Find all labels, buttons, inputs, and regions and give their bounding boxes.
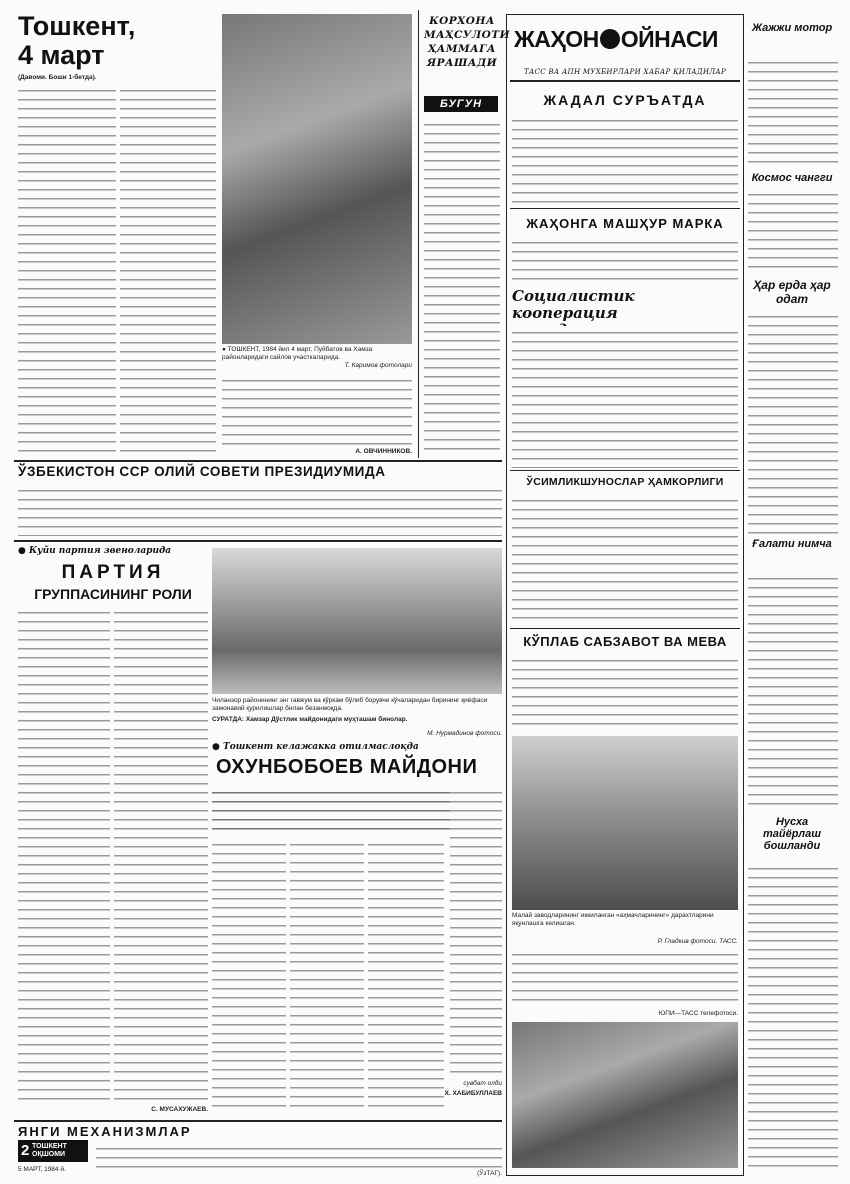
footer-page: 2 [21, 1142, 30, 1159]
mechanisms-text [96, 1142, 502, 1170]
front-column-3 [222, 374, 412, 446]
front-title [18, 12, 218, 70]
world-photo-2 [512, 1022, 738, 1168]
sidebar-t1 [748, 56, 838, 168]
mechanisms-title: ЯНГИ МЕХАНИЗМЛАР [18, 1124, 192, 1139]
sidebar-h3: Ҳар ерда ҳар одат [753, 278, 831, 306]
city-photo [212, 548, 502, 694]
world-s4-title: ЎСИМЛИКШУНОСЛАР ҲАМКОРЛИГИ [526, 476, 724, 488]
square-lead [212, 786, 450, 832]
world-s2-text [512, 236, 738, 284]
sidebar-h4: Ғалати нимча [752, 538, 832, 550]
world-rule-3 [510, 470, 740, 471]
sidebar-h5: Нусха тайёрлаш бошланди [762, 816, 822, 852]
front-photo-credit: Т. Каримов фотолари [344, 362, 412, 369]
world-s5-title: КЎПЛАБ САБЗАВОТ ВА МЕВА [523, 634, 727, 649]
party-kicker-text: Куйи партия звеноларида [29, 546, 172, 556]
presidium-text [18, 484, 502, 536]
footer-date: 5 МАРТ, 1984 й. [18, 1166, 66, 1173]
world-masthead-right: ОЙНАСИ [620, 26, 718, 52]
world-photo-1-text [512, 948, 738, 1008]
square-column-2 [290, 838, 364, 1110]
world-s5-text [512, 654, 738, 732]
sidebar-t4 [748, 572, 838, 810]
world-masthead-left: ЖАҲОН [514, 26, 599, 52]
korxona-divider [418, 10, 419, 458]
presidium-rule-top [14, 460, 502, 462]
party-kicker: ● Куйи партия звеноларида [18, 546, 172, 556]
world-s1-text [512, 114, 738, 204]
square-kicker: ● Тошкент келажакка отилмаслоқда [212, 742, 419, 752]
sidebar-t5 [748, 862, 838, 1172]
world-rule-4 [510, 628, 740, 629]
globe-icon [600, 29, 620, 49]
world-rule-1 [510, 80, 740, 82]
front-photo-election [222, 14, 412, 344]
party-column-1 [18, 606, 110, 1106]
footer-masthead-box [18, 1140, 88, 1162]
world-photo-2-credit: ЮПИ—ТАСС телефотоси. [658, 1010, 738, 1017]
footer-masthead: ТОШКЕНТ ОҚШОМИ [32, 1143, 67, 1158]
party-column-2 [114, 606, 208, 1106]
front-title-line1: Тошкент, [18, 11, 136, 41]
square-title: ОХУНБОБОЕВ МАЙДОНИ [216, 756, 478, 778]
world-s4-text [512, 494, 738, 624]
sidebar-t2 [748, 188, 838, 274]
party-title-line2: ГРУППАСИНИНГ РОЛИ [34, 586, 192, 602]
sidebar-t3 [748, 310, 838, 534]
front-column-2 [120, 84, 216, 456]
world-s3-line1: Социалистик [512, 287, 635, 305]
square-author-role: сувбат олди [463, 1080, 502, 1087]
world-rule-2 [510, 208, 740, 209]
world-s3-line2: кооперация [512, 304, 618, 322]
world-photo-1-caption: Малай заводларининг иккиланган «аҳмачларининг» дарахтларини яқунлашга келишган. [512, 912, 714, 927]
presidium-rule-bottom [14, 540, 502, 542]
front-author: А. ОВЧИННИКОВ. [355, 448, 412, 455]
korxona-badge: БУГУН [424, 96, 498, 112]
world-masthead [514, 26, 738, 53]
front-title-line2: 4 март [18, 40, 105, 70]
korxona-text [424, 118, 500, 456]
world-s2-title: ЖАҲОНГА МАШҲУР МАРКА [526, 216, 724, 231]
party-author: С. МУСАХУЖАЕВ. [151, 1106, 208, 1113]
mechanisms-rule [14, 1120, 502, 1122]
korxona-title: КОРХОНА МАҲСУЛОТИ ҲАММАГА ЯРАШАДИ [424, 15, 510, 69]
square-column-4 [450, 786, 502, 1076]
front-column-1 [18, 84, 116, 456]
world-photo-1-credit: Р. Гладкив фотоси. ТАСС. [657, 938, 738, 945]
world-subtitle: ТАСС ВА АПН МУХБИРЛАРИ ХАБАР ҚИЛАДИЛАР [523, 68, 727, 76]
city-photo-caption: Чиланзор районининг энг гавжум ва кўркам бўлиб борувчи кўчаларидан бирининг қиёфаси замонавий қурилишлар билан безанмоқда. [212, 697, 488, 712]
mechanisms-source: (ЎзТАГ). [477, 1170, 502, 1177]
square-kicker-text: Тошкент келажакка отилмаслоқда [223, 742, 419, 752]
square-column-3 [368, 838, 444, 1110]
city-photo-photographer: М. Нурмадинов фотоси. [427, 730, 502, 737]
city-photo-credit: СУРАТДА: Хамзар Дўстлик майдонидаги муҳташам бинолар. [212, 716, 408, 723]
world-s3-text [512, 326, 738, 468]
presidium-title: ЎЗБЕКИСТОН ССР ОЛИЙ СОВЕТИ ПРЕЗИДИУМИДА [18, 464, 386, 479]
front-photo-caption: ● ТОШКЕНТ, 1984 йил 4 март. Пуйбатов ва Хамза районларидаги сайлов участкаларида. [222, 346, 373, 361]
front-lead-note: (Давоми. Боши 1-бетда). [18, 74, 97, 81]
sidebar-h2: Космос чангги [751, 172, 833, 184]
party-title-line1: ПАРТИЯ [61, 562, 165, 583]
world-s1-title: ЖАДАЛ СУРЪАТДА [543, 92, 707, 108]
square-author: Х. ХАБИБУЛЛАЕВ [444, 1090, 502, 1097]
world-photo-1 [512, 736, 738, 910]
square-column-1 [212, 838, 286, 1110]
sidebar-h1: Жажжи мотор [751, 22, 833, 34]
